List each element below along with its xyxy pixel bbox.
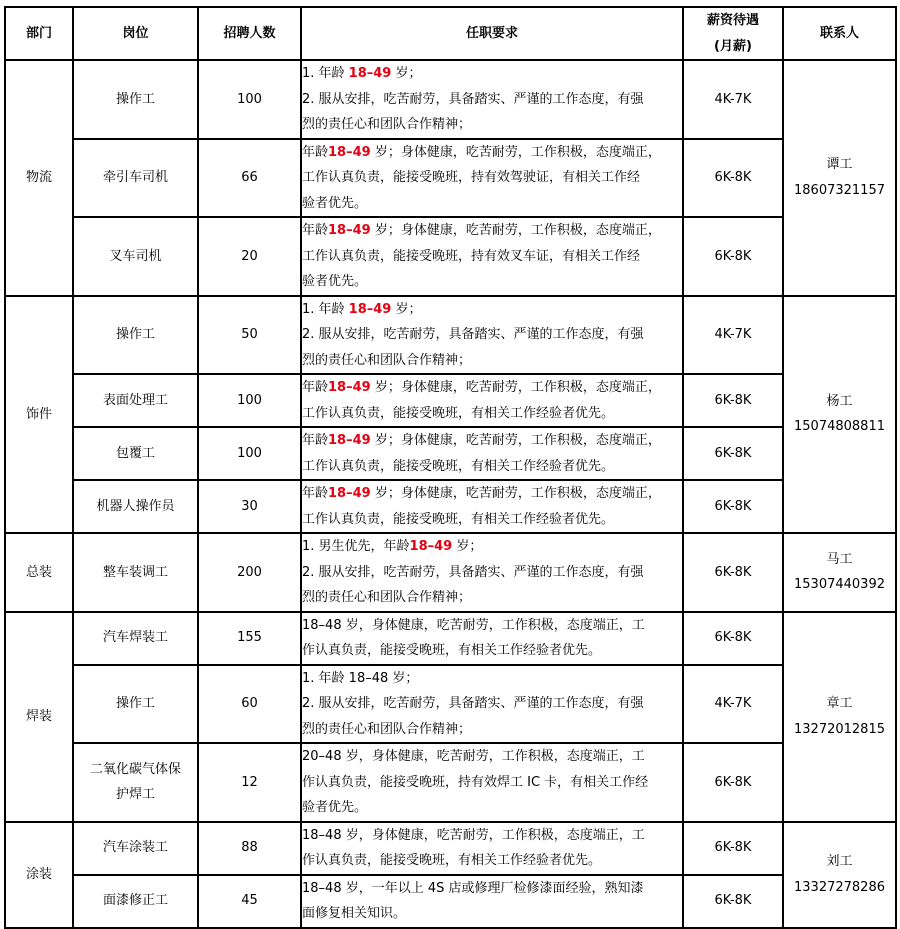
- contact-phone: 13272012815: [794, 721, 885, 737]
- requirement-text: 岁；身体健康，吃苦耐劳，工作积极，态度端正，: [370, 380, 661, 395]
- requirement-line: [302, 795, 682, 821]
- requirement-text: 年龄: [302, 380, 329, 395]
- requirement-line: [302, 165, 682, 191]
- requirement-text: 1. 男生优先，年龄: [302, 539, 410, 554]
- age-range-highlight: 18–49: [328, 144, 371, 160]
- table-row: [5, 374, 896, 427]
- dept-cell: 涂装: [5, 822, 73, 928]
- header-contact: 联系人: [783, 7, 896, 60]
- table-row: [5, 875, 896, 928]
- count-cell: 100: [198, 427, 301, 480]
- requirement-line: [302, 269, 682, 295]
- table-row: [5, 743, 896, 822]
- contact-phone: 15074808811: [794, 419, 885, 435]
- requirement-line: [302, 613, 682, 639]
- table-row: [5, 612, 896, 665]
- count-cell: 155: [198, 612, 301, 665]
- requirement-line: [302, 481, 682, 507]
- salary-cell: 6K-8K: [683, 612, 783, 665]
- requirement-text: 工作认真负责，能接受晚班，持有效驾驶证，有相关工作经: [302, 170, 641, 185]
- count-cell: 60: [198, 665, 301, 744]
- age-range-highlight: 18–49: [409, 539, 453, 554]
- position-cell: 操作工: [73, 60, 198, 139]
- requirement-line: [302, 744, 682, 770]
- requirement-line: [302, 454, 682, 480]
- age-range-highlight: 18–49: [348, 301, 392, 317]
- requirement-text: 20–48 岁，身体健康，吃苦耐劳，工作积极，态度端正，工: [302, 749, 645, 764]
- contact-cell: [783, 296, 896, 534]
- contact-name: 刘工: [826, 854, 853, 869]
- requirement-line: [302, 87, 682, 113]
- header-dept: 部门: [5, 7, 73, 60]
- requirement-line: [302, 666, 682, 692]
- requirement-text: 2. 服从安排，吃苦耐劳，具备踏实、严谨的工作态度，有强: [302, 696, 644, 711]
- header-requirements: 任职要求: [301, 7, 683, 60]
- requirement-text: 2. 服从安排，吃苦耐劳，具备踏实、严谨的工作态度，有强: [302, 327, 644, 342]
- contact-cell: [783, 612, 896, 822]
- requirement-text: 岁；: [391, 301, 422, 317]
- requirement-text: 年龄: [302, 223, 329, 238]
- requirement-line: [302, 297, 682, 323]
- position-cell: 汽车涂装工: [73, 822, 198, 875]
- salary-cell: 4K-7K: [683, 665, 783, 744]
- requirement-text: 烈的责任心和团队合作精神；: [302, 721, 472, 737]
- requirement-text: 作认真负责，能接受晚班，持有效焊工 IC 卡，有相关工作经: [302, 774, 649, 790]
- requirement-text: 2. 服从安排，吃苦耐劳，具备踏实、严谨的工作态度，有强: [302, 564, 644, 580]
- header-salary-line2: (月薪): [714, 38, 752, 54]
- count-cell: 30: [198, 480, 301, 533]
- requirement-text: 岁；: [391, 66, 422, 81]
- table-row: [5, 822, 896, 875]
- count-cell: 12: [198, 743, 301, 822]
- requirement-line: [302, 61, 682, 87]
- requirement-line: [302, 140, 682, 166]
- requirement-text: 作认真负责，能接受晚班，有相关工作经验者优先。: [302, 643, 602, 658]
- position-cell: 面漆修正工: [73, 875, 198, 928]
- salary-cell: 6K-8K: [683, 374, 783, 427]
- requirement-text: 1. 年龄: [302, 66, 349, 81]
- requirement-text: 岁；身体健康，吃苦耐劳，工作积极，态度端正，: [370, 223, 661, 238]
- salary-cell: 6K-8K: [683, 743, 783, 822]
- requirement-text: 2. 服从安排，吃苦耐劳，具备踏实、严谨的工作态度，有强: [302, 91, 644, 107]
- contact-phone: 15307440392: [794, 577, 885, 593]
- requirement-text: 面修复相关知识。: [302, 906, 407, 921]
- requirement-line: [302, 638, 682, 664]
- requirement-line: [302, 218, 682, 244]
- table-row: [5, 533, 896, 612]
- header-count: 招聘人数: [198, 7, 301, 60]
- requirement-text: 年龄: [302, 486, 329, 501]
- count-cell: 200: [198, 533, 301, 612]
- requirement-text: 18–48 岁，身体健康，吃苦耐劳，工作积极，态度端正，工: [302, 827, 645, 843]
- position-cell: 牵引车司机: [73, 139, 198, 218]
- requirements-cell: [301, 480, 683, 533]
- table-body: [5, 60, 896, 928]
- header-row: [5, 7, 896, 60]
- requirement-line: [302, 585, 682, 611]
- salary-cell: 6K-8K: [683, 875, 783, 928]
- requirement-line: [302, 507, 682, 533]
- contact-phone: 18607321157: [794, 182, 885, 198]
- requirement-text: 验者优先。: [302, 800, 368, 815]
- contact-cell: [783, 60, 896, 296]
- count-cell: 45: [198, 875, 301, 928]
- requirement-text: 烈的责任心和团队合作精神；: [302, 590, 472, 605]
- requirement-text: 1. 年龄 18–48 岁；: [302, 670, 419, 686]
- requirement-text: 岁；身体健康，吃苦耐劳，工作积极，态度端正，: [370, 433, 661, 448]
- requirement-text: 工作认真负责，能接受晚班，有相关工作经验者优先。: [302, 458, 615, 474]
- contact-phone: 13327278286: [794, 879, 885, 895]
- header-position: 岗位: [73, 7, 198, 60]
- contact-name: 马工: [826, 551, 853, 567]
- requirement-text: 工作认真负责，能接受晚班，有相关工作经验者优先。: [302, 511, 615, 527]
- requirement-text: 烈的责任心和团队合作精神；: [302, 352, 472, 368]
- salary-cell: 4K-7K: [683, 60, 783, 139]
- requirements-cell: [301, 296, 683, 375]
- requirements-cell: [301, 374, 683, 427]
- requirement-text: 1. 年龄: [302, 301, 349, 317]
- header-salary: [683, 7, 783, 60]
- requirement-line: [302, 191, 682, 217]
- count-cell: 20: [198, 217, 301, 296]
- requirements-cell: [301, 427, 683, 480]
- requirement-text: 工作认真负责，能接受晚班，持有效叉车证，有相关工作经: [302, 248, 641, 264]
- requirement-line: [302, 112, 682, 138]
- salary-cell: 4K-7K: [683, 296, 783, 375]
- requirement-line: [302, 322, 682, 348]
- salary-cell: 6K-8K: [683, 427, 783, 480]
- requirement-text: 岁；身体健康，吃苦耐劳，工作积极，态度端正，: [370, 144, 661, 160]
- requirement-text: 18–48 岁，身体健康，吃苦耐劳，工作积极，态度端正，工: [302, 617, 645, 633]
- requirement-line: [302, 717, 682, 743]
- requirements-cell: [301, 743, 683, 822]
- requirement-line: [302, 534, 682, 560]
- age-range-highlight: 18–49: [328, 433, 371, 448]
- position-cell: 包覆工: [73, 427, 198, 480]
- count-cell: 100: [198, 60, 301, 139]
- requirements-cell: [301, 822, 683, 875]
- position-cell: [73, 743, 198, 822]
- position-line: 二氧化碳气体保: [89, 761, 181, 777]
- contact-cell: [783, 533, 896, 612]
- requirements-cell: [301, 217, 683, 296]
- requirement-text: 18–48 岁，一年以上 4S 店或修理厂检修漆面经验，熟知漆: [302, 880, 644, 896]
- recruitment-table: [4, 6, 897, 929]
- position-line: 护焊工: [115, 787, 155, 803]
- requirement-line: [302, 770, 682, 796]
- table-row: [5, 139, 896, 218]
- requirement-text: 验者优先。: [302, 195, 368, 211]
- contact-name: 章工: [826, 696, 853, 711]
- salary-cell: 6K-8K: [683, 480, 783, 533]
- requirements-cell: [301, 875, 683, 928]
- salary-cell: 6K-8K: [683, 217, 783, 296]
- table-row: [5, 665, 896, 744]
- count-cell: 88: [198, 822, 301, 875]
- requirements-cell: [301, 533, 683, 612]
- table-row: [5, 427, 896, 480]
- requirements-cell: [301, 60, 683, 139]
- age-range-highlight: 18–49: [328, 223, 371, 238]
- position-cell: 汽车焊装工: [73, 612, 198, 665]
- age-range-highlight: 18–49: [328, 380, 371, 395]
- salary-cell: 6K-8K: [683, 533, 783, 612]
- requirement-text: 作认真负责，能接受晚班，有相关工作经验者优先。: [302, 853, 602, 868]
- requirement-text: 烈的责任心和团队合作精神；: [302, 117, 472, 132]
- dept-cell: 物流: [5, 60, 73, 296]
- position-cell: 机器人操作员: [73, 480, 198, 533]
- requirement-line: [302, 401, 682, 427]
- requirement-line: [302, 691, 682, 717]
- requirement-line: [302, 560, 682, 586]
- salary-cell: 6K-8K: [683, 139, 783, 218]
- requirements-cell: [301, 665, 683, 744]
- requirement-text: 年龄: [302, 144, 329, 160]
- requirement-text: 岁；: [452, 539, 483, 554]
- requirement-text: 年龄: [302, 433, 329, 448]
- requirement-line: [302, 348, 682, 374]
- position-cell: 表面处理工: [73, 374, 198, 427]
- count-cell: 50: [198, 296, 301, 375]
- dept-cell: 焊装: [5, 612, 73, 822]
- requirement-line: [302, 375, 682, 401]
- requirement-line: [302, 876, 682, 902]
- requirement-text: 岁；身体健康，吃苦耐劳，工作积极，态度端正，: [370, 486, 661, 501]
- requirements-cell: [301, 612, 683, 665]
- requirement-line: [302, 244, 682, 270]
- table-row: [5, 480, 896, 533]
- position-cell: 整车装调工: [73, 533, 198, 612]
- contact-name: 杨工: [826, 393, 853, 409]
- requirements-cell: [301, 139, 683, 218]
- requirement-line: [302, 428, 682, 454]
- position-cell: 操作工: [73, 296, 198, 375]
- age-range-highlight: 18–49: [328, 486, 371, 501]
- position-cell: 叉车司机: [73, 217, 198, 296]
- requirement-text: 验者优先。: [302, 274, 368, 289]
- age-range-highlight: 18–49: [348, 66, 392, 81]
- table-row: [5, 60, 896, 139]
- requirement-line: [302, 848, 682, 874]
- contact-cell: [783, 822, 896, 928]
- dept-cell: 总装: [5, 533, 73, 612]
- requirement-line: [302, 823, 682, 849]
- dept-cell: 饰件: [5, 296, 73, 534]
- contact-name: 谭工: [826, 157, 853, 173]
- count-cell: 100: [198, 374, 301, 427]
- salary-cell: 6K-8K: [683, 822, 783, 875]
- position-cell: 操作工: [73, 665, 198, 744]
- table-row: [5, 217, 896, 296]
- count-cell: 66: [198, 139, 301, 218]
- requirement-text: 工作认真负责，能接受晚班，有相关工作经验者优先。: [302, 405, 615, 421]
- header-salary-line1: 薪资待遇: [706, 13, 759, 28]
- table-row: [5, 296, 896, 375]
